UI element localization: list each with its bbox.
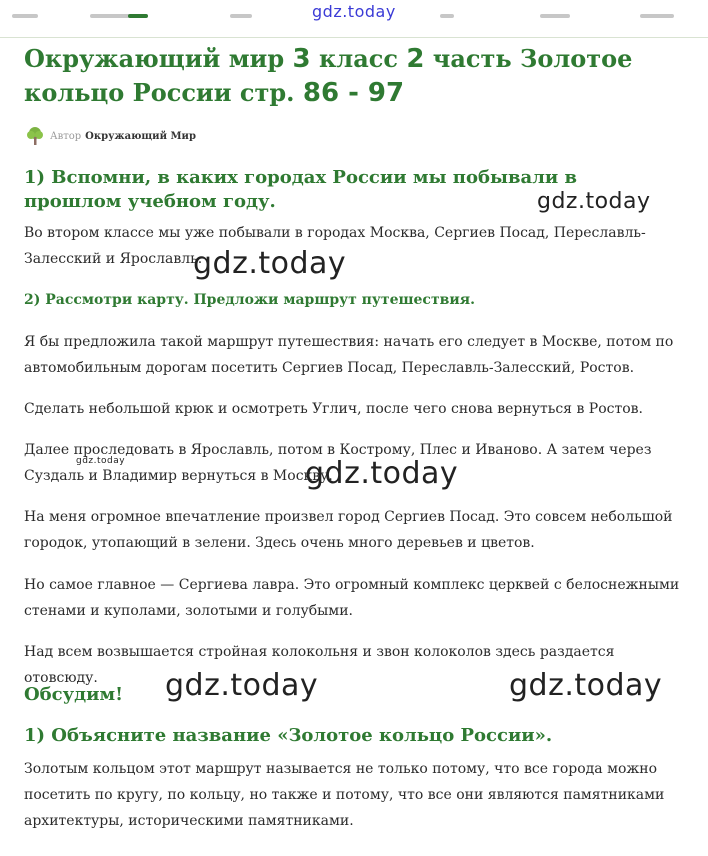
watermark: gdz.today	[509, 668, 663, 703]
title-pages: 86 - 97	[302, 78, 405, 108]
answer-paragraph: Я бы предложила такой маршрут путешествия: начать его следует в Москве, потом по автомобильным дорогам посетить Сергиев Посад, Переславль-Залесский, Ростов.	[24, 334, 674, 376]
nav-fragment[interactable]	[640, 14, 674, 18]
nav-fragment[interactable]	[90, 14, 130, 18]
title-part: 2	[406, 44, 425, 74]
author-label: Автор	[50, 130, 82, 142]
title-text: Окружающий мир	[24, 44, 293, 73]
nav-fragment[interactable]	[440, 14, 454, 18]
title-text: класс	[310, 44, 407, 73]
author-name[interactable]: Окружающий Мир	[85, 130, 196, 142]
watermark: gdz.today	[305, 456, 459, 491]
watermark: gdz.today	[312, 2, 396, 21]
nav-fragment[interactable]	[540, 14, 570, 18]
answer-paragraph: Но самое главное — Сергиева лавра. Это огромный комплекс церквей с белоснежными стенами и куполами, золотыми и голубыми.	[24, 577, 680, 619]
site-header-strip	[0, 0, 708, 38]
question-heading: 2) Рассмотри карту. Предложи маршрут путешествия.	[24, 292, 475, 308]
watermark: gdz.today	[193, 246, 347, 281]
watermark: gdz.today	[165, 668, 319, 703]
page-title	[24, 42, 684, 110]
answer-paragraph: На меня огромное впечатление произвел город Сергиев Посад. Это совсем небольшой городок, утопающий в зелени. Здесь очень много деревьев и цветов.	[24, 509, 673, 551]
answer-paragraph: Во втором классе мы уже побывали в городах Москва, Сергиев Посад, Переславль-Залесский и Ярославль.	[24, 225, 646, 267]
discuss-heading: Обсудим!	[24, 684, 124, 705]
nav-fragment[interactable]	[12, 14, 38, 18]
answer-paragraph: Над всем возвышается стройная колокольня и звон колоколов здесь раздается отовсюду.	[24, 644, 615, 686]
title-text: часть Золотое кольцо России стр.	[24, 44, 633, 107]
watermark: gdz.today	[76, 456, 126, 466]
tree-icon	[24, 125, 46, 147]
question-heading: 1) Вспомни, в каких городах России мы побывали в прошлом учебном году.	[24, 167, 578, 212]
nav-fragment[interactable]	[230, 14, 252, 18]
watermark: gdz.today	[537, 189, 651, 214]
title-grade: 3	[292, 44, 311, 74]
header-divider	[0, 37, 708, 38]
author-line	[24, 125, 196, 147]
answer-paragraph: Золотым кольцом этот маршрут называется не только потому, что все города можно посетить по кругу, по кольцу, но также и потому, что все они являются памятниками архитектуры, историческими памятниками.	[24, 761, 665, 829]
answer-paragraph: Далее проследовать в Ярославль, потом в Кострому, Плес и Иваново. А затем через Суздаль и Владимир вернуться в Москву.	[24, 442, 652, 484]
question-heading: 1) Объясните название «Золотое кольцо России».	[24, 725, 553, 746]
answer-paragraph: Сделать небольшой крюк и осмотреть Углич, после чего снова вернуться в Ростов.	[24, 401, 643, 417]
nav-fragment[interactable]	[128, 14, 148, 18]
